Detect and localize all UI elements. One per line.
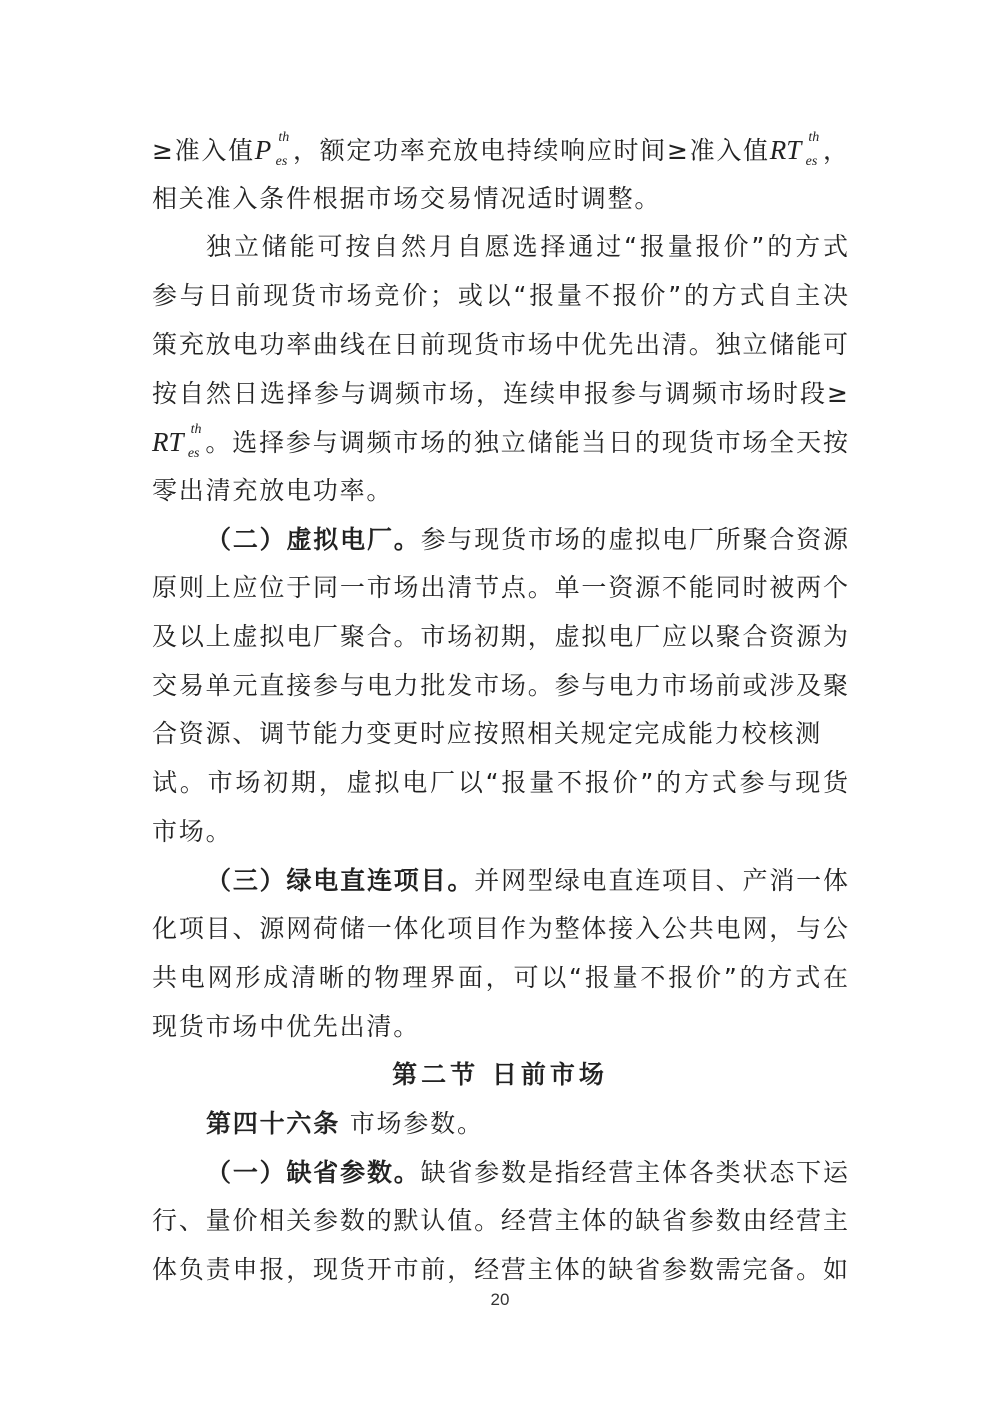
body-text: 行、量价相关参数的默认值。经营主体的缺省参数由经营主 bbox=[152, 1206, 848, 1236]
body-text: 合资源、调节能力变更时应按照相关规定完成能力校核测 bbox=[152, 719, 823, 749]
math-part: es bbox=[805, 154, 818, 169]
math-part: th bbox=[190, 422, 202, 438]
body-text: ， bbox=[821, 136, 848, 165]
text-line bbox=[152, 422, 848, 462]
section-heading bbox=[152, 1055, 848, 1095]
text-line bbox=[152, 666, 848, 706]
math-part: es bbox=[187, 446, 200, 462]
bold-heading: （一）缺省参数。 bbox=[206, 1157, 421, 1187]
math-part: P bbox=[254, 135, 272, 165]
body-text: 现货市场中优先出清。 bbox=[152, 1011, 421, 1041]
body-text: 相关准入条件根据市场交易情况适时调整。 bbox=[152, 183, 662, 213]
bold-heading: 第二节 日前市场 bbox=[392, 1060, 608, 1090]
text-line bbox=[152, 861, 848, 901]
math-symbol bbox=[255, 130, 292, 170]
math-symbol bbox=[152, 422, 204, 462]
body-text: 原则上应位于同一市场出清节点。单一资源不能同时被两个 bbox=[152, 573, 848, 603]
text-line bbox=[152, 1201, 848, 1241]
bold-heading: （三）绿电直连项目。 bbox=[206, 865, 475, 895]
math-part: th bbox=[278, 130, 290, 145]
body-text: 共电网形成清晰的物理界面，可以“报量不报价”的方式在 bbox=[152, 962, 848, 992]
bold-heading: （二）虚拟电厂。 bbox=[206, 524, 421, 554]
math-part: es bbox=[275, 154, 288, 169]
body-text: 化项目、源网荷储一体化项目作为整体接入公共电网，与公 bbox=[152, 914, 848, 944]
body-text: 市场。 bbox=[152, 816, 233, 846]
math-part: RT bbox=[769, 135, 802, 165]
text-line bbox=[152, 130, 848, 170]
text-line bbox=[152, 471, 848, 511]
text-line bbox=[152, 1007, 848, 1047]
text-line bbox=[152, 568, 848, 608]
text-line bbox=[152, 179, 848, 219]
text-line bbox=[152, 1153, 848, 1193]
text-line bbox=[152, 276, 848, 316]
text-line bbox=[152, 714, 848, 754]
text-line bbox=[152, 227, 848, 267]
text-line bbox=[152, 617, 848, 657]
body-text: 试。市场初期，虚拟电厂以“报量不报价”的方式参与现货 bbox=[152, 768, 848, 798]
body-text: 参与现货市场的虚拟电厂所聚合资源 bbox=[420, 524, 848, 554]
text-line bbox=[152, 1104, 848, 1144]
body-text: 及以上虚拟电厂聚合。市场初期，虚拟电厂应以聚合资源为 bbox=[152, 622, 848, 651]
body-text: 零出清充放电功率。 bbox=[152, 475, 394, 505]
text-line bbox=[152, 1250, 848, 1290]
body-text: 体负责申报，现货开市前，经营主体的缺省参数需完备。如 bbox=[152, 1255, 848, 1285]
text-line bbox=[152, 812, 848, 852]
body-text: 交易单元直接参与电力批发市场。参与电力市场前或涉及聚 bbox=[152, 670, 848, 700]
body-text: 参与日前现货市场竞价；或以“报量不报价”的方式自主决 bbox=[152, 281, 848, 311]
body-text: 缺省参数是指经营主体各类状态下运 bbox=[420, 1157, 848, 1187]
body-text: 并网型绿电直连项目、产消一体 bbox=[474, 865, 848, 895]
body-text: 独立储能可按自然月自愿选择通过“报量报价”的方式 bbox=[206, 232, 848, 262]
math-part: th bbox=[808, 130, 820, 145]
text-line bbox=[152, 325, 848, 365]
text-line bbox=[152, 909, 848, 949]
body-text: ≥准入值 bbox=[152, 136, 255, 165]
text-line bbox=[152, 520, 848, 560]
body-text: ，额定功率充放电持续响应时间≥准入值 bbox=[291, 136, 770, 165]
text-line bbox=[152, 958, 848, 998]
body-text: 。选择参与调频市场的独立储能当日的现货市场全天按 bbox=[203, 428, 848, 458]
text-line bbox=[152, 763, 848, 803]
math-symbol bbox=[770, 130, 822, 170]
text-line bbox=[152, 374, 848, 414]
body-text: 市场参数。 bbox=[340, 1109, 484, 1138]
body-text: 按自然日选择参与调频市场，连续申报参与调频市场时段≥ bbox=[152, 378, 848, 408]
page-number: 20 bbox=[490, 1290, 510, 1309]
math-part: RT bbox=[152, 427, 184, 458]
body-text: 策充放电功率曲线在日前现货市场中优先出清。独立储能可 bbox=[152, 329, 848, 359]
bold-heading: 第四十六条 bbox=[206, 1109, 341, 1138]
